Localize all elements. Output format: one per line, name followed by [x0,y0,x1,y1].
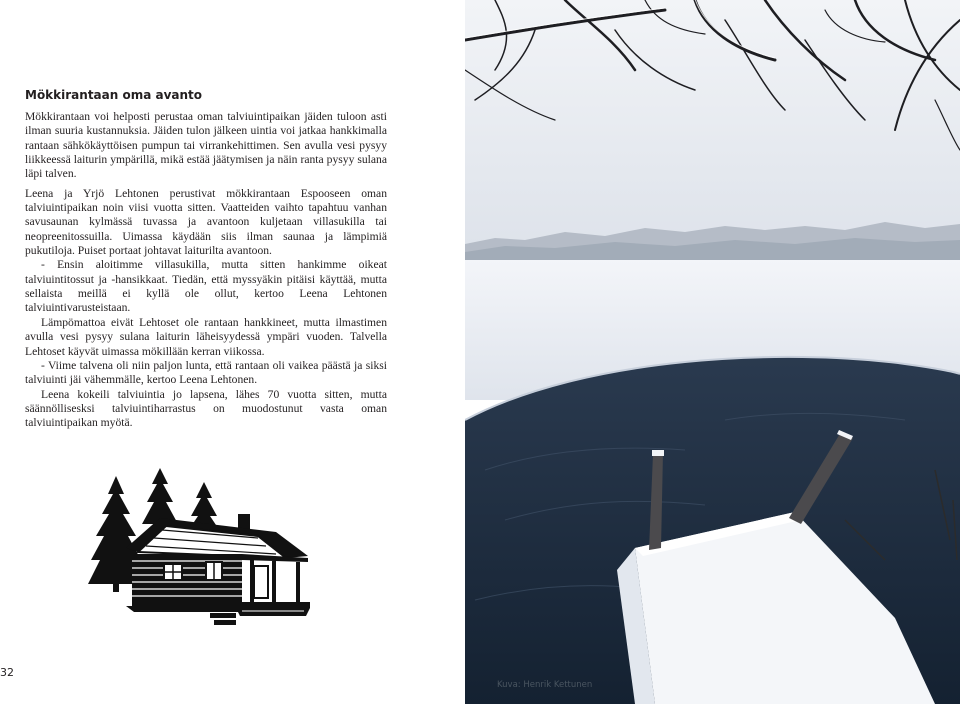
paragraph: Leena kokeili talviuintia jo lapsena, lähes 70 vuotta sitten, mutta säännöllisesksi talviuintiharrastus on muodostunut vasta oman talviuintipaikan myötä. [25,387,387,430]
article-heading: Mökkirantaan oma avanto [25,88,203,102]
page-number: 32 [0,666,14,679]
article-body [25,110,387,431]
log-cabin-illustration [86,466,314,631]
paragraph: Lämpömattoa eivät Lehtoset ole rantaan hankkineet, mutta ilmastimen avulla vesi pysyy sulana laiturin läheisyydessä ympäri vuoden. Talvella Lehtoset käyvät uimassa mökillään kerran viikossa. [25,315,387,358]
paragraph: - Viime talvena oli niin paljon lunta, että rantaan oli vaikea päästä ja siksi talviuinti jäi vähemmälle, kertoo Leena Lehtonen. [25,358,387,387]
paragraph: Mökkirantaan voi helposti perustaa oman talviuintipaikan jäiden tuloon asti ilman suuria kustannuksia. Jäiden tulon jälkeen uintia voi jatkaa hankkimalla rantaan sähkökäyttöisen pumpun tai virrankehittimen. Sen avulla vesi pysyy liikkeessä laiturin ympärillä, mikä estää jäätymisen ja näin ranta pysyy sulana läpi talven. [25,110,387,181]
winter-swimming-photo [465,0,960,704]
photo-credit: Kuva: Henrik Kettunen [497,680,593,690]
paragraph: Leena ja Yrjö Lehtonen perustivat mökkirantaan Espooseen oman talviuintipaikan noin viisi vuotta sitten. Vaatteiden vaihto tapahtuu vanhan savusaunan kylmässä tuvassa ja avantoon kuljetaan villasukilla tai neopreenitossuilla. Uimassa käydään siis ilman saunaa ja lämpimiä pukutiloja. Puiset portaat johtavat laiturilta avantoon. [25,186,387,258]
paragraph: - Ensin aloitimme villasukilla, mutta sitten hankimme oikeat talviuintitossut ja -hansikkaat. Tiedän, että myssyäkin pitäisi käyttää, mutta sellaista meillä ei kyllä ole ollut, kertoo Leena Lehtonen talviuintivarusteistaan. [25,258,387,315]
left-page [0,0,465,704]
